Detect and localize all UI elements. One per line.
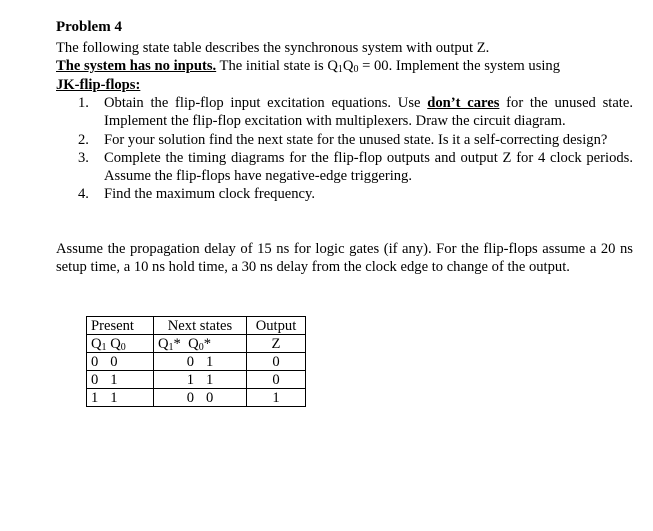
present-state-cell: 0 1 bbox=[87, 371, 154, 389]
present-state-cell: 1 1 bbox=[87, 389, 154, 407]
output-cell: 0 bbox=[247, 371, 306, 389]
table-row bbox=[87, 371, 306, 389]
next-state-cell: 1 1 bbox=[154, 371, 247, 389]
task-text: Obtain the flip-flop input excitation equations. Use bbox=[104, 95, 428, 111]
q0-subscript: 0 bbox=[353, 64, 359, 76]
task-number: 1. bbox=[78, 95, 89, 111]
q0-letter: Q bbox=[342, 58, 354, 75]
present-state-cell: 0 0 bbox=[87, 353, 154, 371]
intro-line1: The following state table describes the synchronous system with output Z. bbox=[56, 40, 490, 56]
task-text: Find the maximum clock frequency. bbox=[104, 186, 316, 203]
output-cell: 1 bbox=[247, 389, 306, 407]
no-inputs-text: The system has no inputs. bbox=[56, 58, 217, 75]
table-row bbox=[87, 353, 306, 371]
task-item-1 bbox=[78, 94, 633, 131]
task-item-3 bbox=[78, 149, 633, 186]
task-number: 4. bbox=[78, 186, 89, 203]
next-state-cell: 0 1 bbox=[154, 353, 247, 371]
next-vars: $Q_1*$ $Q_0*$ bbox=[154, 335, 247, 353]
intro-paragraph bbox=[56, 39, 633, 94]
task-number: 3. bbox=[78, 149, 89, 166]
task-text-cont: for the unused state. Implement the flip-flop excitation with multiplexers. Draw the circuit diagram. bbox=[104, 95, 633, 130]
task-text: For your solution find the next state for the unused state. Is it a self-correcting design? bbox=[104, 131, 608, 148]
output-header: Output bbox=[247, 317, 306, 335]
task-item-2 bbox=[78, 131, 633, 149]
output-cell: 0 bbox=[247, 353, 306, 371]
initial-state-text-2: = 00. Implement the system using bbox=[358, 58, 561, 75]
q1-subscript: 1 bbox=[337, 64, 343, 76]
state-table bbox=[86, 316, 306, 407]
table-row bbox=[87, 389, 306, 407]
next-state-cell: 0 0 bbox=[154, 389, 247, 407]
table-subheader-row bbox=[87, 335, 306, 353]
assumption-paragraph: Assume the propagation delay of 15 ns for logic gates (if any). For the flip-flops assume a 20 ns setup time, a 10 ns hold time, a 30 ns delay from the clock edge to change of the output. bbox=[56, 241, 633, 276]
task-number: 2. bbox=[78, 131, 89, 148]
task-list bbox=[78, 94, 633, 204]
table-header-row bbox=[87, 317, 306, 335]
next-states-header: Next states bbox=[154, 317, 247, 335]
task-item-4 bbox=[78, 185, 633, 203]
jk-flip-flops-heading: JK-flip-flops: bbox=[56, 76, 141, 93]
problem-title: Problem 4 bbox=[56, 19, 122, 35]
z-header: Z bbox=[247, 335, 306, 353]
present-header: Present bbox=[87, 317, 154, 335]
dont-cares-text: don’t cares bbox=[427, 95, 500, 111]
initial-state-text: The initial state is Q bbox=[216, 58, 338, 75]
task-text: Complete the timing diagrams for the flip-flop outputs and output Z for 4 clock periods. Assume the flip-flops have negative-edge triggering. bbox=[104, 149, 633, 185]
present-vars: $Q_1$ $Q_0$ bbox=[87, 335, 154, 353]
